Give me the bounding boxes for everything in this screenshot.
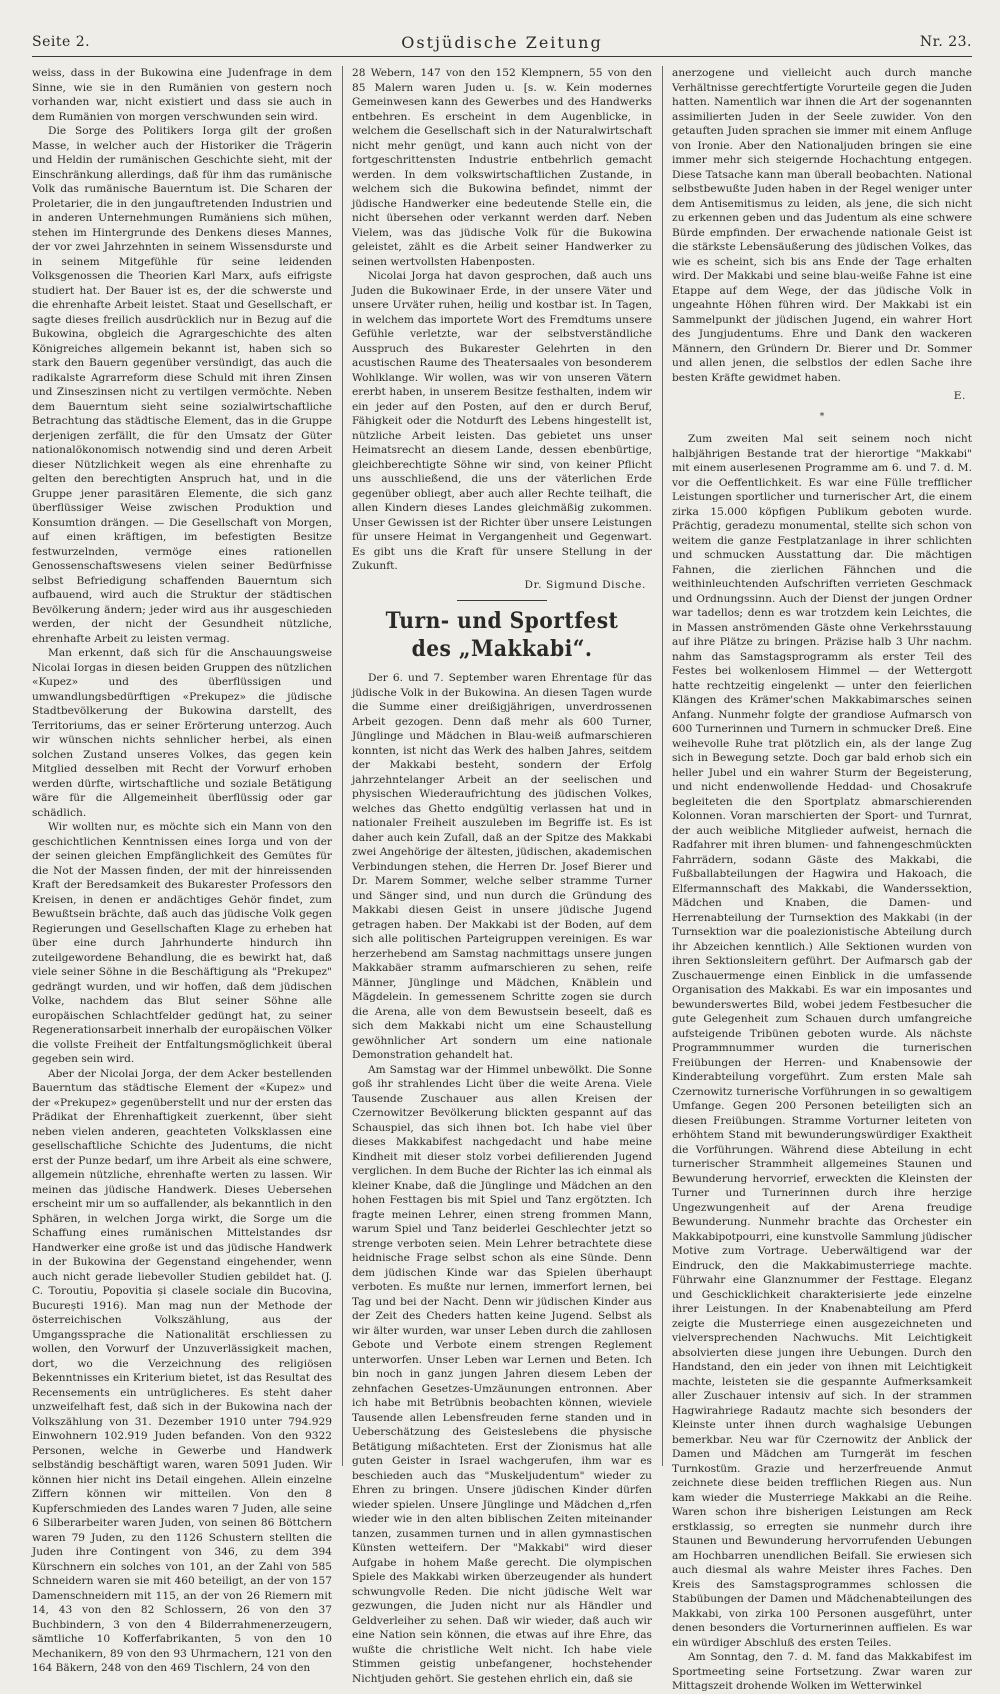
newspaper-page [32, 30, 972, 1692]
column-divider [342, 66, 343, 1466]
column-3 [672, 66, 972, 1692]
issue-number: Nr. 23. [919, 34, 972, 50]
section-separator-mark: * [819, 411, 825, 422]
article-separator [457, 600, 547, 601]
article-headline: Turn- und Sportfest des „Makkabi“. [385, 608, 619, 662]
paragraph: Aber der Nicolai Jorga, der dem Acker bestellenden Bauerntum das städtische Element der «Kupez» und der «Prekupez» gegenüberstellt und nur der ersten das Prädikat der Ehrenhaftigkeit zuerkennt, über sieht neben vielen anderen, geachteten Volksklassen eine gesellschaftliche Schichte des Judentums, die nicht erst der Punze bedarf, um ihre Arbeit als eine schwere, allgemein nützliche, ehrenhafte werten zu lassen. Wir meinen das jüdische Handwerk. Dieses Uebersehen erscheint mir um so auffallender, als bekanntlich in den Sphären, in welchen Jorga wirkt, die Sorge um die Schaffung eines rumänischen Mittelstandes dsr Handwerker eine große ist und das jüdische Handwerk in der Bukowina der Gegenstand eingehender, wenn auch nicht gerade liebevoller Studien gebildet hat. (J. C. Toroutiu, Popovitia și clasele sociale din Bucovina, București 1916). Man mag nun der Methode der österreichischen Volkszählung, aus der Umgangssprache die Nationalität erschliessen zu wollen, den Vorwurf der Unzuverlässigkeit machen, dort, wo die Verzeichnung des religiösen Bekenntnisses ein Kriterium bietet, ist das Resultat des Recensements ein untrüglicheres. Es steht daher unzweifelhaft fest, daß sich in der Bukowina nach der Volkszählung von 31. Dezember 1910 unter 794.929 Einwohnern 102.919 Juden befanden. Von den 9322 Personen, welche in Gewerbe und Handwerk selbständig beschäftigt waren, waren 5091 Juden. Wir können hier nicht ins Detail eingehen. Allein einzelne Ziffern können wir mitteilen. Von den 8 Kupferschmieden des Landes waren 7 Juden, alle seine 6 Silberarbeiter waren Juden, von seinen 86 Böttchern waren 79 Juden, zu den 1126 Schustern stellten die Juden ihre Contingent von 346, zu dem 394 Kürschnern ein solches von 101, an der Zahl von 585 Schneidern waren sie mit 460 beteiligt, an der von 157 Damenschneidern mit 115, an der von 26 Riemern mit 14, 43 von den 82 Schlossern, 26 von den 37 Buchbindern, 3 von den 4 Bilderrahmenerzeugern, sämtliche 10 Kofferfabrikanten, 5 von den 10 Mechanikern, 89 von den 93 Uhrmachern, 121 von den 164 Bäkern, 248 von den 469 Tischlern, 24 von den [32, 1067, 332, 1674]
paragraph: 28 Webern, 147 von den 152 Klempnern, 55 von den 85 Malern waren Juden u. [s. w. Kein modernes Gemeinwesen kann des Gewerbes und des Handwerks entbehren. Es erscheint in dem Augenblicke, in welchem die Gesellschaft sich in der Naturalwirtschaft nicht mehr genügt, und kann auch nicht von der fortgeschrittensten Industrie entbehrlich gemacht werden. In dem volkswirtschaftlichen Zustande, in welchem sich die Bukowina befindet, nimmt der jüdische Handwerker eine bedeutende Stelle ein, die nicht übersehen oder verkannt werden darf. Neben Vielem, was das jüdische Volk für die Bukowina geleistet, zählt es die Arbeit seiner Handwerker zu seinen wertvollsten Habenposten. [352, 67, 652, 268]
paragraph: Wir wollten nur, es möchte sich ein Mann von den geschichtlichen Kenntnissen eines Iorga und von der der seinen gleichen Empfänglichkeit des Gemütes für die Not der Massen finden, der mit der hinreissenden Kraft der Beredsamkeit des Bukarester Professors den Kreisen, in denen er andächtiges Gehör findet, zum Bewußtsein brächte, daß auch das jüdische Volk gegen Regierungen und Gesellschaften Klage zu erheben hat über eine durch Jahrhunderte hindurch ihn zuteilgewordene Behandlung, die es bewirkt hat, daß viele seiner Söhne in die Beschäftigung als "Prekupez" gedrängt wurden, und wir hoffen, daß dem jüdischen Volke, nachdem das Blut seiner Söhne alle europäischen Schlachtfelder gedüngt hat, zu seiner Regenerationsarbeit innerhalb der europäischen Völker die vollste Freiheit der Entfaltungsmöglichkeit überal gegeben sein wird. [32, 821, 332, 1065]
page-header [32, 30, 972, 57]
paragraph: Am Sonntag, den 7. d. M. fand das Makkabifest im Sportmeeting seine Fortsetzung. Zwar waren zur Mittagszeit drohende Wolken im Wetterwinkel [672, 1651, 972, 1692]
newspaper-title: Ostjüdische Zeitung [401, 33, 603, 52]
page-number-label: Seite 2. [32, 34, 91, 50]
paragraph: Am Samstag war der Himmel unbewölkt. Die Sonne goß ihr strahlendes Licht über die weite Arena. Viele Tausende Zuschauer aus allen Kreisen der Czernowitzer Bevölkerung blickten gespannt auf das Schauspiel, das sich ihnen bot. Ich habe viel über dieses Makkabifest nachgedacht und habe meine Kindheit mit dieser stolz vorbei defilierenden Jugend verglichen. In dem Buche der Richter las ich einmal als kleiner Knabe, daß die Jünglinge und Mädchen an den hohen Festtagen bis mit Spiel und Tanz ergötzten. Ich fragte meinen Lehrer, einen streng frommen Mann, warum Spiel und Tanz beiderlei Geschlechter jetzt so strenge verboten seien. Mein Lehrer betrachtete diese heidnische Frage selbst schon als eine Sünde. Denn dem jüdischen Kinde war das Spielen überhaupt verboten. Es mußte nur lernen, immerfort lernen, bei Tag und bei der Nacht. Denn wir jüdischen Kinder aus der Zeit des Cheders hatten keine Jugend. Selbst als wir älter wurden, war unser Leben durch die zahllosen Gebote und Verbote einem strengen Reglement unterworfen. Unser Leben war Lernen und Beten. Ich bin noch in ganz jungen Jahren diesem Leben der zehnfachen Gesetzes-Umzäunungen entronnen. Aber ich habe mit Betrübnis beobachten können, wieviele Tausende allen Lebensfreuden ferne standen und in Ueberschätzung des Geisteslebens die physische Betätigung mißachteten. Erst der Zionismus hat alle guten Geister in Israel wachgerufen, ihm war es beschieden auch das "Muskeljudentum" wieder zu Ehren zu bringen. Unsere jüdischen Kinder dürfen wieder spielen. Unsere Jünglinge und Mädchen d„rfen wieder wie in den alten biblischen Zeiten miteinander tanzen, zusammen turnen und in allen gymnastischen Künsten wetteifern. Der "Makkabi" wird dieser Aufgabe in hohem Maße gerecht. Die olympischen Spiele des Makkabi wirken überzeugender als hundert schwungvolle Reden. Die nicht jüdische Welt war gezwungen, die Juden nicht nur als Händler und Geldverleiher zu sehen. Daß wir wieder, daß auch wir eine Nation sein können, die etwas auf ihre Ehre, das wußte die christliche Welt nicht. Ich habe viele Stimmen geistig unbefangener, hochstehender Nichtjuden gehört. Sie gestehen ehrlich ein, daß sie [352, 1063, 652, 1685]
initial-signature: E. [953, 390, 966, 402]
paragraph: Der 6. und 7. September waren Ehrentage für das jüdische Volk in der Bukowina. An diesen Tagen wurde die Summe einer dreißigjährigen, unverdrossenen Arbeit gezogen. Denn daß mehr als 600 Turner, Jünglinge und Mädchen in Blau-weiß aufmarschieren konnten, ist nicht das Werk des halben Jahres, seitdem der Makkabi besteht, sondern der Erfolg jahrzehntelanger Arbeit an der seelischen und physischen Wiederaufrichtung des jüdischen Volkes, welches das Ghetto endgültig verlassen hat und in nationaler Freiheit auszuleben im Begriffe ist. Es ist daher auch kein Zufall, daß an der Spitze des Makkabi zwei Angehörige der ältesten, jüdischen, akademischen Verbindungen stehen, die Herren Dr. Josef Bierer und Dr. Marem Sommer, welche selber stramme Turner und Sänger sind, und nun durch die Gründung des Makkabi diesen Geist in unsere jüdische Jugend getragen haben. Der Makkabi ist der Boden, auf dem sich alle politischen Parteigruppen vereinigen. Es war herzerhebend am Samstag nachmittags unsere jungen Makkabäer stramm aufmarschieren zu sehen, reife Männer, Jünglinge und Mädchen, Knäblein und Mägdelein. In gemessenem Schritte zogen sie durch die Arena, alle von dem Bewustsein beseelt, daß es sich dem Makkabi nicht um eine Schaustellung gewöhnlicher Art sondern um eine nationale Demonstration gehandelt hat. [352, 672, 652, 1061]
paragraph: Nicolai Jorga hat davon gesprochen, daß auch uns Juden die Bukowinaer Erde, in der unsere Väter und unsere Urväter ruhen, heilig und kostbar ist. In Tagen, in welchem das importete Wort des Fremdtums unsere Gefühle verletzte, war der selbstverständliche Ausspruch des Bukarester Gelehrten in den acustischen Raume des Theatersaales von besonderem Wohlklange. Wir wollen, was wir von unseren Vätern ererbt haben, in unserem Besitze festhalten, indem wir ein jeder auf den Posten, auf den er durch Beruf, Fähigkeit oder die Notdurft des Lebens hingestellt ist, nützliche Arbeit leisten. Das gebietet uns unser Heimatsrecht an diesem Lande, dessen ebenbürtige, gleichberechtigte Söhne wir sind, von keiner Pflicht uns ausschließend, die uns der väterlichen Erde gegenüber obliegt, aber auch aller Rechte teilhaft, die allen Kindern dieses Landes gleichmäßig zukommen. Unser Gewissen ist der Richter über unsere Leistungen für unsere Heimat in Vergangenheit und Gegenwart. Es gibt uns die Kraft für unsere Stellung in der Zukunft. [352, 270, 652, 572]
author-signature: Dr. Sigmund Dische. [524, 578, 646, 591]
column-1 [32, 66, 332, 1674]
column-2 [352, 66, 652, 1685]
paragraph: Man erkennt, daß sich für die Anschauungsweise Nicolai Iorgas in diesen beiden Gruppen des nützlichen «Kupez» und des überflüssigen und umwandlungsbedürftigen «Prekupez» die jüdische Stadtbevölkerung der Bukowina darstellt, des Territoriums, das er seiner Erörterung unterzog. Auch wir wünschen nichts sehnlicher herbei, als einen solchen Zustand unseres Volkes, das gegen kein Mitglied desselben mit Recht der Vorwurf erhoben werden dürfte, wirtschaftliche und soziale Betätigung wäre für die Allgemeinheit überflüssig oder gar schädlich. [32, 647, 332, 819]
paragraph: Die Sorge des Politikers Iorga gilt der großen Masse, in welcher auch der Historiker die Trägerin und Heldin der rumänischen Geschichte sieht, mit der Einschränkung allerdings, daß für ihm das rumänische Volk das rumänische Bauerntum ist. Die Scharen der Proletarier, die in den jungauftretenden Industrien und in anderen Unternehmungen Rumäniens sich mühen, stehen im Hintergrunde des Denkens dieses Mannes, der vor zwei Jahrzehnten in seinem Wissensdurste und in seinem Mitgefühle für seine leidenden Volksgenossen die Theorien Karl Marx, aufs eifrigste studiert hat. Der Bauer ist es, der die schwerste und die ehrenhafte Arbeit leistet. Staat und Gesellschaft, er sagte dieses freilich ausdrücklich nur in Bezug auf die Bukowina, obgleich die Agrargeschichte des alten Königreiches allgemein bekannt ist, haben sich so stark den Bauern gegenüber versündigt, das auch die radikalste Agrarreform diese Schuld mit ihren Zinsen und Zinseszinsen nicht zu vertilgen vermöchte. Neben dem Bauerntum sieht seine sozialwirtschaftliche Betrachtung das städtische Element, das in die Gruppe derjenigen zerfällt, die für den Umsatz der Güter nationalökonomisch notwendig sind und deren Arbeit dieser Nützlichkeit wegen als eine ehrenhafte zu gelten den berechtigten Anspruch hat, und in die Gruppe jener parasitären Elemente, die sich ganz überflüssiger Weise zwischen Produktion und Konsumtion drängen. — Die Gesellschaft von Morgen, auf einen kräftigen, im befestigten Besitze festwurzelnden, vermöge eines rationellen Genossenschaftswesens vielen seiner Bedürfnisse selbst Befriedigung schaffenden Bauerntum sich aufbauend, wird auch die Struktur der städtischen Bevölkerung ändern; jeder wird aus ihr ausgeschieden werden, der nicht der Gesundheit nützliche, ehrenhafte Arbeit zu leisten vermag. [32, 125, 332, 645]
paragraph: weiss, dass in der Bukowina eine Judenfrage in dem Sinne, wie sie in den Rumänien von gestern noch vorhanden war, nicht existiert und dass sie auch in dem Rumänien von morgen verschwunden sein wird. [32, 67, 332, 123]
paragraph: Zum zweiten Mal seit seinem noch nicht halbjährigen Bestande trat der hierortige "Makkabi" mit einem auserlesenen Programme am 6. und 7. d. M. vor die Oeffentlichkeit. Es war eine Fülle trefflicher Leistungen sportlicher und turnerischer Art, die einem zirka 15.000 köpfigen Publikum geboten wurde. Prächtig, geradezu monumental, stellte sich schon von weitem die ganze Festplatzanlage in ihrer schlichten und schmucken Ausstattung dar. Die mächtigen Fahnen, die zierlichen Fähnchen und die weithinleuchtenden Aufschriften verrieten Geschmack und Ordnungssinn. Auch der Dienst der jungen Ordner war tadellos; denn es war trotzdem kein Leichtes, die in Massen anströmenden Gäste ohne Verkehrsstauung auf ihre Plätze zu bringen. Präzise halb 3 Uhr nachm. nahm das Samstagsprogramm als erster Teil des Festes bei wolkenlosem Himmel — der Wettergott hatte rechtzeitig eingelenkt — unter den feierlichen Klängen des Krämer'schen Makkabimarsches seinen Anfang. Nunmehr folgte der grandiose Aufmarsch von 600 Turnerinnen und Turnern in schmucker Dreß. Eine weihevolle Ruhe trat plötzlich ein, als der lange Zug sich in Bewegung setzte. Doch gar bald erhob sich ein heller Jubel und ein wahrer Sturm der Begeisterung, und nicht endenwollende Heddad- und Chosakrufe begleiteten die den Sportplatz abmarschierenden Kolonnen. Voran marschierten der Sport- und Turnrat, der auch weibliche Mitglieder aufweist, hernach die Radfahrer mit ihren blumen- und fahnengeschmückten Fahrrädern, sodann Gäste des Makkabi, die Fußballabteilungen der Hagwira und Hakoach, die Elfermannschaft des Makkabi, die Wanderssektion, Mädchen und Knaben, die Damen- und Herrenabteilung der Turnsektion des Makkabi (in der Turnsektion war die poalezionistische Abteilung durch ihr Abzeichen kenntlich.) Alle Sektionen wurden von ihren Sektionsleitern geführt. Der Aufmarsch gab der Zuschauermenge einen Einblick in die umfassende Organisation des Makkabi. Es war ein imposantes und bewunderswertes Bild, wobei jedem Festbesucher die gute Gelegenheit zum Schauen durch umfangreiche aufsteigende Tribünen geboten wurde. Als nächste Programmnummer wurden die turnerischen Freiübungen der Herren- und Knabensowie der Kinderabteilung vorgeführt. Zum ersten Male sah Czernowitz turnerische Vorführungen in so gewaltigem Umfange. Gegen 200 Personen beteiligten sich an diesen Freiübungen. Stramme Vorturner leiteten von erhöhtem Stand mit bewunderungswürdiger Exaktheit die Vorführungen. Während diese Abteilung in echt turnerischer Strammheit allgemeines Staunen und Bewunderung hervorrief, erweckten die Kleinsten der Turner und Turnerinnen durch ihre herzige Ungezwungenheit auf der Arena freudige Bewunderung. Nunmehr brachte das Orchester ein Makkabipotpourri, eine kunstvolle Sammlung jüdischer Motive zum Vortrage. Ueberwältigend war der Eindruck, den die Makkabimusterriege machte. Führwahr eine Glanznummer der Festtage. Eleganz und Geschicklichkeit charakterisierte jede einzelne ihrer Leistungen. In der Knabenabteilung am Pferd zeigte die Musterriege einen ausgezeichneten und vielversprechenden Nachwuchs. Mit Leichtigkeit absolvierten diese jungen ihre Uebungen. Durch den Handstand, den ein jeder von ihnen mit Leichtigkeit machte, leisteten sie die gespannte Aufmerksamkeit aller Zuschauer intensiv auf sich. In der strammen Hagwirahriege Radautz machte sich besonders der Kleinste unter ihnen durch waghalsige Uebungen bemerkbar. Neu war für Czernowitz der Anblick der Damen und Mädchen am Turngerät im feschen Turnkostüm. Grazie und herzerfreuende Anmut zeichnete diese beiden trefflichen Riegen aus. Nun kam wieder die Musterriege Makkabi an die Reihe. Waren schon ihre bisherigen Leistungen am Reck erstklassig, so erregten sie nunmehr durch ihre Staunen und Bewunderung hervorrufenden Uebungen am Hochbarren unendlichen Beifall. Sie erwiesen sich auch diesmal als wahre Meister ihres Faches. Den Kreis des Samstagsprogrammes schlossen die Stabübungen der Damen und Mädchenabteilungen des Makkabi, von zirka 100 Personen ausgeführt, unter denen besonders die Vorturnerinnen auffielen. Es war ein würdiger Abschluß des ersten Teiles. [672, 433, 972, 1649]
column-divider [662, 66, 663, 1466]
paragraph: anerzogene und vielleicht auch durch manche Verhältnisse gerechtfertigte Vorurteile gegen die Juden hatten. Namentlich war ihnen die Art der sogenannten assimilierten Juden in der Seele zuwider. Von den getauften Juden sprachen sie immer mit einem Anfluge von Ironie. Aber den Nationaljuden bringen sie eine immer mehr sich steigernde Hochachtung entgegen. Diese Tatsache kann man überall beobachten. National selbstbewußte Juden haben in der Regel weniger unter dem Antisemitismus zu leiden, als jene, die sich nicht zu erkennen geben und das Judentum als eine schwere Bürde empfinden. Der erwachende nationale Geist ist die stärkste Lebensäußerung des jüdischen Volkes, das wie es scheint, sich bis ans Ende der Tage erhalten wird. Der Makkabi und seine blau-weiße Fahne ist eine Etappe auf dem Wege, der das jüdische Volk in ungeahnte Höhen führen wird. Der Makkabi ist ein Sammelpunkt der jüdischen Jugend, ein wahrer Hort des Jungjudentums. Ehre und Dank den wackeren Männern, den Gründern Dr. Bierer und Dr. Sommer und allen jenen, die selbstlos der edlen Sache ihre besten Kräfte gewidmet haben. [672, 67, 972, 384]
